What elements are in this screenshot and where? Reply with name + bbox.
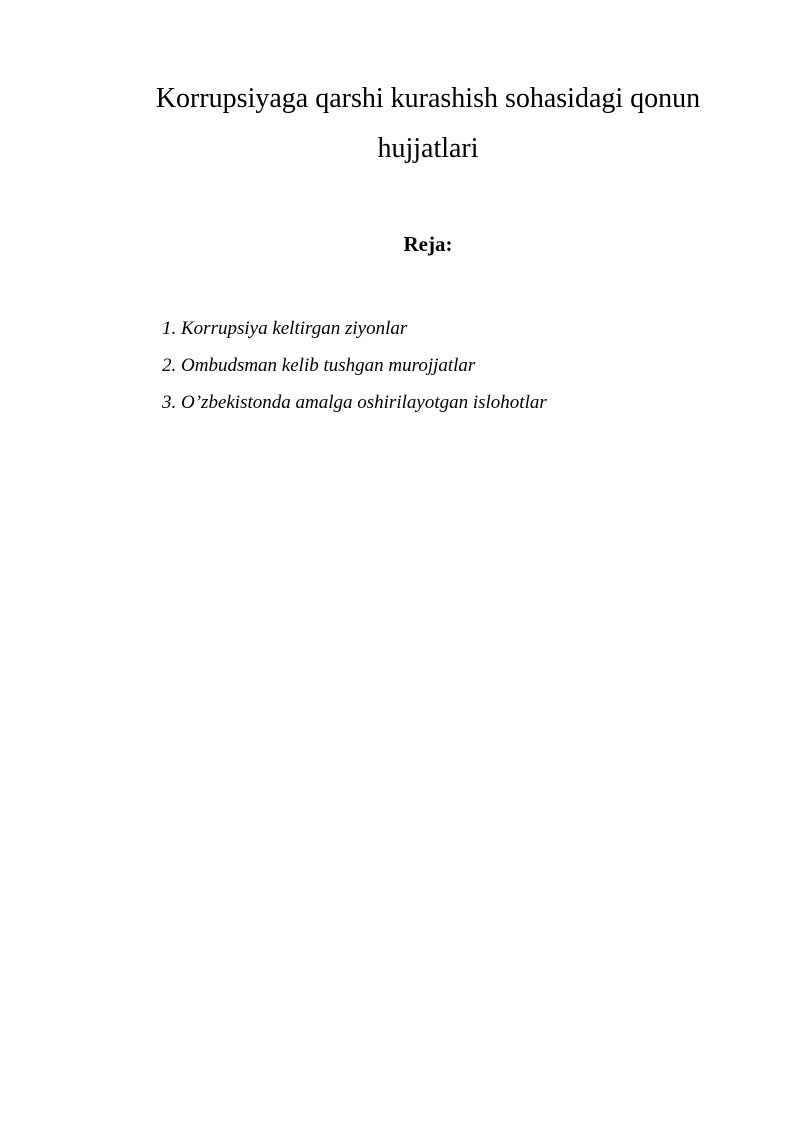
plan-item-number: 1. (162, 318, 177, 339)
plan-item (162, 347, 722, 384)
plan-list (162, 310, 722, 421)
title-line-2: hujjatlari (377, 133, 479, 164)
title-line-1: Korrupsiyaga qarshi kurashish sohasidagi qonun (155, 83, 701, 114)
plan-item-text: Korrupsiya keltirgan ziyonlar (181, 318, 408, 339)
plan-item (162, 310, 722, 347)
document-title (128, 74, 728, 174)
plan-item (162, 384, 722, 421)
plan-item-number: 3. (162, 392, 177, 413)
plan-heading: Reja: (403, 232, 453, 256)
plan-item-number: 2. (162, 355, 177, 376)
plan-item-text: O’zbekistonda amalga oshirilayotgan islohotlar (181, 392, 547, 413)
plan-item-text: Ombudsman kelib tushgan murojjatlar (181, 355, 476, 376)
